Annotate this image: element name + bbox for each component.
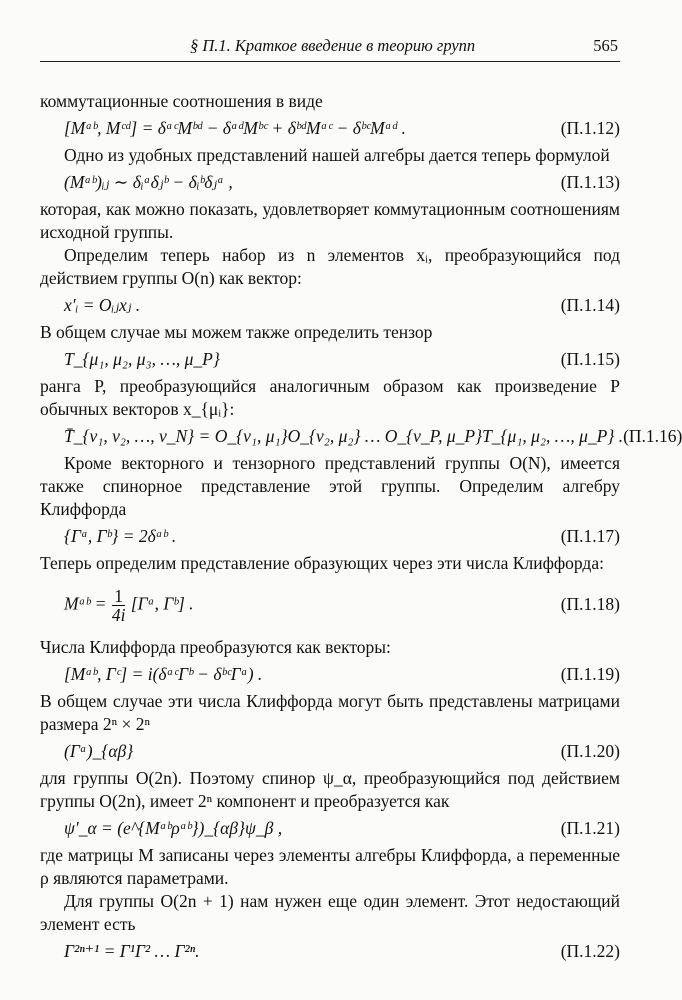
running-header (40, 34, 620, 62)
formula: ψ′_α = (e^{Mᵃᵇρᵃᵇ})_{αβ}ψ_β , (64, 818, 283, 838)
equation (40, 817, 620, 840)
paragraph: Кроме векторного и тензорного представлений группы O(N), имеется также спинорное представление этой группы. Определим алгебру Клиффорда (40, 453, 620, 519)
formula: x′ᵢ = Oᵢⱼxⱼ . (64, 295, 141, 315)
equation (40, 348, 620, 371)
equation (40, 525, 620, 548)
equation (40, 117, 620, 140)
formula: [Mᵃᵇ, Γᶜ] = i(δᵃᶜΓᵇ − δᵇᶜΓᵃ) . (64, 664, 263, 684)
equation-number: (П.1.14) (560, 295, 620, 315)
formula: T̄_{ν₁, ν₂, …, ν_N} = O_{ν₁, μ₁}O_{ν₂, μ₂} … O_{ν_P, μ_P}T_{μ₁, μ₂, …, μ_P} . (64, 426, 624, 446)
equation-number: (П.1.21) (560, 818, 620, 838)
equation-number: (П.1.19) (560, 664, 620, 684)
formula: Γ²ⁿ⁺¹ = Γ¹Γ² … Γ²ⁿ. (64, 941, 200, 961)
paragraph: ранга P, преобразующийся аналогичным образом как произведение P обычных векторов x_{μᵢ}: (40, 376, 620, 419)
formula: [Mᵃᵇ, Mᶜᵈ] = δᵃᶜMᵇᵈ − δᵃᵈMᵇᶜ + δᵇᵈMᵃᶜ − δᵇᶜMᵃᵈ . (64, 118, 406, 138)
formula: T_{μ₁, μ₂, μ₃, …, μ_P} (64, 349, 220, 369)
formula: (Mᵃᵇ)ᵢⱼ ∼ δᵢᵃδⱼᵇ − δᵢᵇδⱼᵃ , (64, 172, 233, 192)
fraction (112, 587, 126, 624)
fraction-numerator: 1 (112, 587, 126, 606)
formula: (Γᵃ)_{αβ} (64, 741, 134, 761)
equation-number: (П.1.17) (560, 526, 620, 546)
paragraph: для группы O(2n). Поэтому спинор ψ_α, преобразующийся под действием группы O(2n), имеет 2ⁿ компонент и преобразуется как (40, 768, 620, 811)
fraction-denominator: 4i (111, 605, 126, 625)
paragraph: Теперь определим представление образующих через эти числа Клиффорда: (40, 553, 604, 573)
equation (40, 294, 620, 317)
paragraph: В общем случае эти числа Клиффорда могут быть представлены матрицами размера 2ⁿ × 2ⁿ (40, 691, 620, 734)
formula: {Γᵃ, Γᵇ} = 2δᵃᵇ . (64, 526, 177, 546)
paragraph: Определим теперь набор из n элементов xᵢ, преобразующийся под действием группы O(n) как вектор: (40, 245, 620, 288)
equation (40, 663, 620, 686)
equation (40, 587, 620, 624)
equation-number: (П.1.16) (623, 426, 682, 446)
header-title: § П.1. Краткое введение в теорию групп (190, 36, 476, 55)
paragraph: Числа Клиффорда преобразуются как векторы: (40, 637, 391, 657)
paragraph: где матрицы M записаны через элементы алгебры Клиффорда, а переменные ρ являются параметрами. (40, 845, 620, 888)
equation-number: (П.1.22) (560, 941, 620, 961)
paragraph: Для группы O(2n + 1) нам нужен еще один элемент. Этот недостающий элемент есть (40, 891, 620, 934)
page-number: 565 (593, 36, 618, 55)
page (40, 34, 682, 967)
equation (40, 171, 620, 194)
formula-lhs: Mᵃᵇ = (64, 593, 107, 614)
equation-number: (П.1.18) (560, 593, 620, 614)
formula-rhs: [Γᵃ, Γᵇ] . (130, 593, 194, 614)
equation-number: (П.1.13) (560, 172, 620, 192)
equation-number: (П.1.20) (560, 741, 620, 761)
equation-number: (П.1.15) (560, 349, 620, 369)
equation (40, 940, 620, 963)
paragraph: В общем случае мы можем также определить тензор (40, 322, 433, 342)
equation (40, 425, 682, 448)
paragraph: которая, как можно показать, удовлетворяет коммутационным соотношениям исходной группы. (40, 199, 620, 242)
paragraph: коммутационные соотношения в виде (40, 91, 323, 111)
equation (40, 740, 620, 763)
paragraph: Одно из удобных представлений нашей алгебры дается теперь формулой (64, 145, 610, 165)
equation-number: (П.1.12) (560, 118, 620, 138)
formula (64, 587, 194, 624)
